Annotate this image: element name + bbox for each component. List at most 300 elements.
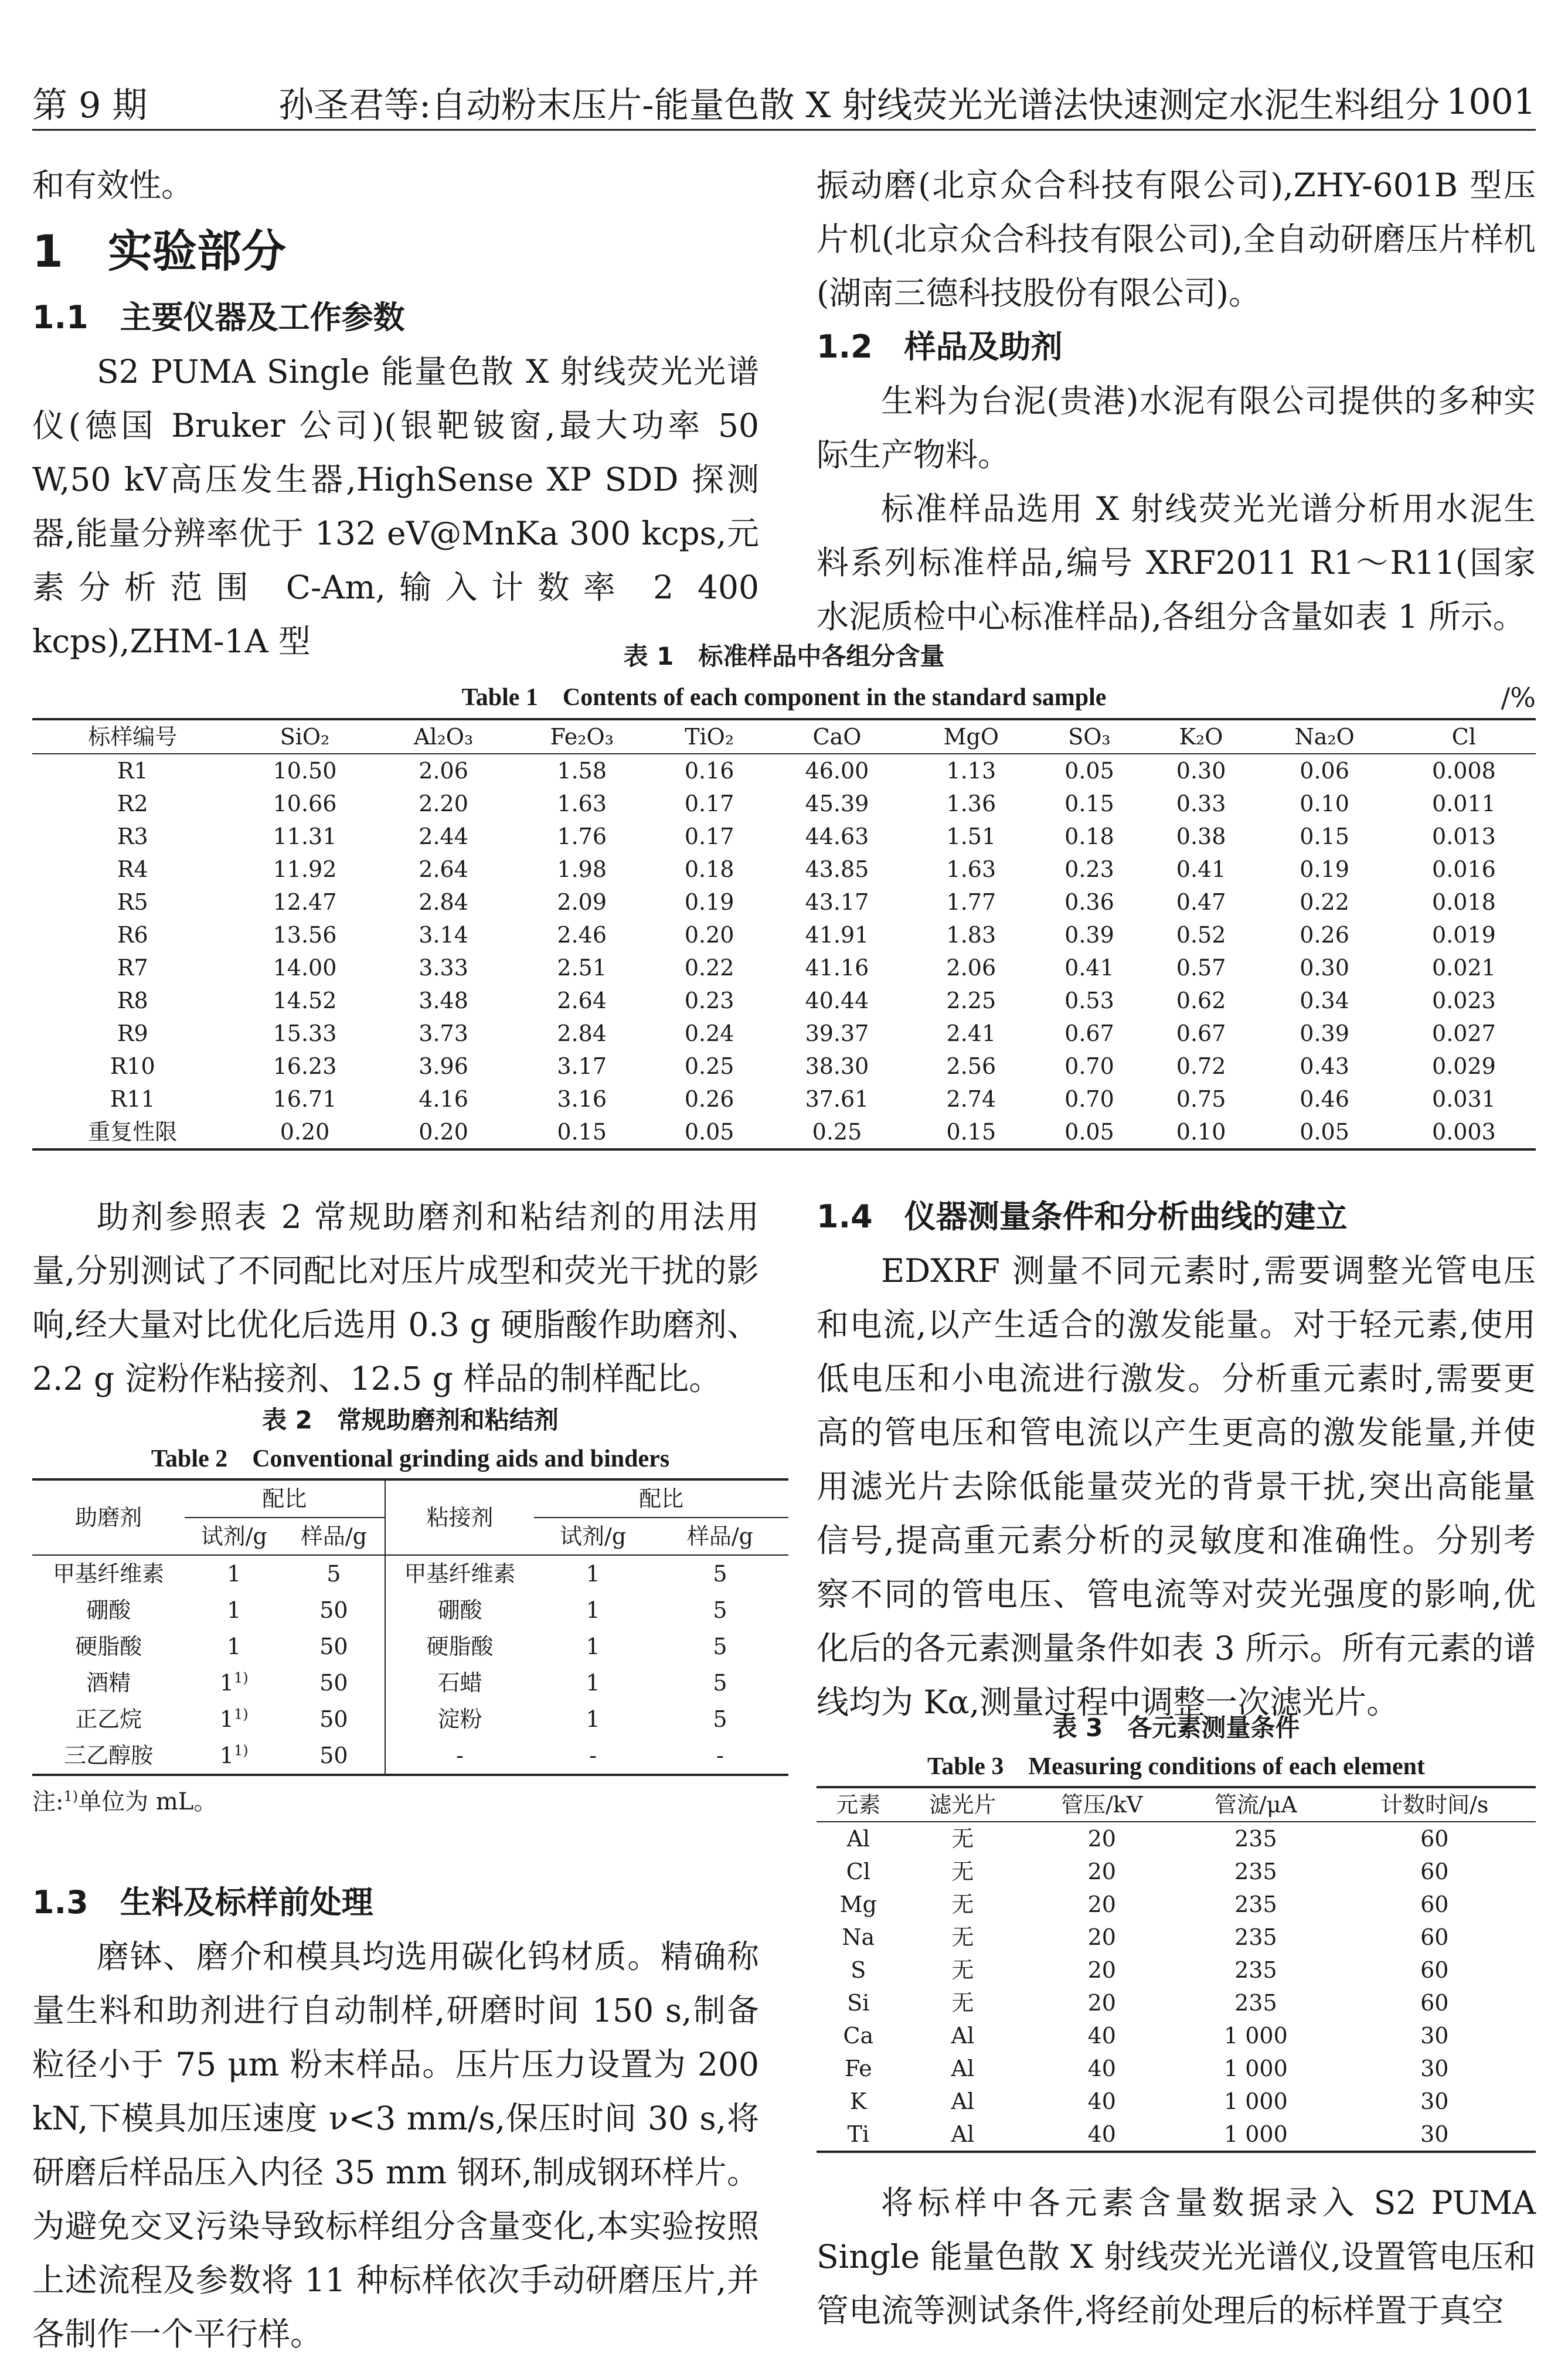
- issue-number: 第 9 期: [32, 85, 148, 126]
- table2-aid-name: 硼酸: [86, 1597, 131, 1623]
- table1-cell: 38.30: [805, 1053, 869, 1079]
- table1-cell: 0.30: [1300, 955, 1349, 981]
- table1-cell: 1.63: [946, 856, 996, 882]
- table3-cell: 无: [951, 1859, 974, 1884]
- table1-cell: 1.83: [946, 922, 996, 948]
- table1-cell: R3: [117, 824, 148, 849]
- table2-binder-sample: 5: [713, 1706, 727, 1732]
- table1-cell: 0.41: [1176, 856, 1226, 882]
- table1-cell: 0.57: [1176, 955, 1226, 981]
- table2-note-text: 单位为 mL。: [78, 1788, 217, 1815]
- table2-binder-reagent: 1: [586, 1706, 600, 1732]
- table2-aid-sample: 50: [283, 1665, 385, 1701]
- table1-cell: R8: [117, 988, 148, 1013]
- table2-caption-cn: 表 2 常规助磨剂和粘结剂: [262, 1406, 559, 1434]
- table1-cell: 14.52: [273, 988, 337, 1013]
- table1-cell: 2.44: [419, 824, 468, 849]
- table1-cell: 2.06: [946, 955, 996, 981]
- table1-cell: 1.77: [946, 889, 996, 915]
- table1-caption-en: Table 1 Contents of each component in the standard sample: [461, 684, 1107, 711]
- table2-aid-name: 正乙烷: [75, 1706, 142, 1732]
- table3-caption-en: Table 3 Measuring conditions of each element: [927, 1753, 1425, 1780]
- table2-aid-sample: 50: [283, 1628, 385, 1665]
- table-row: [32, 1083, 1536, 1115]
- table3-cell: 40: [1087, 2121, 1116, 2147]
- table3-cell: 40: [1087, 2056, 1116, 2081]
- table3-cell: 235: [1234, 1891, 1277, 1917]
- table1-cell: 0.029: [1432, 1053, 1496, 1079]
- intro-tail: 和有效性。: [32, 166, 194, 204]
- table1-cell: 0.19: [1300, 856, 1349, 882]
- table2-binder-reagent: 1: [586, 1634, 600, 1659]
- table1-cell: 2.64: [557, 988, 607, 1013]
- table1-cell: 0.20: [684, 922, 734, 948]
- table1-cell: 0.30: [1176, 758, 1226, 784]
- table1-cell: 0.70: [1064, 1053, 1114, 1079]
- table1-cell: R5: [117, 889, 148, 915]
- table1-cell: 重复性限: [88, 1119, 178, 1145]
- table1-unit: /%: [1501, 682, 1536, 713]
- table1-cell: 16.23: [273, 1053, 337, 1079]
- paragraph-conditions: EDXRF 测量不同元素时,需要调整光管电压和电流,以产生适合的激发能量。对于轻元素,使用低电压和小电流进行激发。分析重元素时,需要更高的管电压和管电流以产生更高的激发能量,并使用滤光片去除低能量荧光的背景干扰,突出高能量信号,提高重元素分析的灵敏度和准确性。分别考察不同的管电压、管电流等对荧光强度的影响,优化后的各元素测量条件如表 3 所示。所有元素的谱线均为 Kα,测量过程中调整一次滤光片。: [817, 1252, 1536, 1721]
- table2-aid-reagent-sup: 1): [233, 1669, 249, 1686]
- table1-cell: 2.84: [557, 1020, 607, 1046]
- table1-cell: 2.84: [419, 889, 468, 915]
- table1-cell: 12.47: [273, 889, 337, 915]
- table1-cell: R9: [117, 1020, 148, 1046]
- table-row: [32, 1050, 1536, 1083]
- table2-binder-sample: 5: [713, 1561, 727, 1587]
- table2-col-binder: 粘接剂: [385, 1479, 535, 1555]
- table2-binder-sample: -: [716, 1743, 724, 1768]
- table1-cell: 0.027: [1432, 1020, 1496, 1046]
- table-row: [32, 886, 1536, 918]
- table3-cell: Al: [951, 2023, 975, 2049]
- table3-cell: 30: [1420, 2088, 1449, 2114]
- table1-cell: 0.18: [1064, 824, 1114, 849]
- paragraph-calibration: 将标样中各元素含量数据录入 S2 PUMA Single 能量色散 X 射线荧光光谱仪,设置管电压和管电流等测试条件,将经前处理后的标样置于真空: [817, 2184, 1536, 2329]
- table1-cell: 0.33: [1176, 791, 1226, 817]
- table2-aid-name: 硬脂酸: [75, 1634, 142, 1659]
- table1-cell: 0.013: [1432, 824, 1496, 849]
- table2-aid-sample: 50: [283, 1592, 385, 1628]
- table-row: [817, 1954, 1536, 1986]
- table-row: [32, 1592, 788, 1628]
- table1-cell: 0.52: [1176, 922, 1226, 948]
- table3-cell: Ti: [847, 2121, 869, 2147]
- left-column-middle: [32, 1190, 759, 1406]
- running-header: [32, 82, 1536, 131]
- table1-header-cell: Cl: [1392, 719, 1536, 754]
- paragraph-aids: 助剂参照表 2 常规助磨剂和粘结剂的用法用量,分别测试了不同配比对压片成型和荧光干扰的影响,经大量对比优化后选用 0.3 g 硬脂酸作助磨剂、2.2 g 淀粉作粘接剂、12.5 g 样品的制样配比。: [32, 1198, 759, 1397]
- table1-cell: 0.38: [1176, 824, 1226, 849]
- table1-cell: 46.00: [805, 758, 869, 784]
- table3-cell: 无: [951, 1924, 974, 1950]
- table1-cell: 0.20: [280, 1119, 330, 1145]
- table2-binder-sample: 5: [713, 1634, 727, 1659]
- table1-cell: 0.26: [1300, 922, 1349, 948]
- table3-header-cell: 滤光片: [900, 1787, 1025, 1822]
- table1-cell: R6: [117, 922, 148, 948]
- table-row: [817, 1921, 1536, 1954]
- table1-cell: 0.15: [946, 1119, 996, 1145]
- table3-header-cell: 计数时间/s: [1333, 1787, 1536, 1822]
- table-row: [32, 820, 1536, 853]
- table-row: [817, 2019, 1536, 2052]
- table1-cell: 0.018: [1432, 889, 1496, 915]
- table3-cell: 20: [1087, 1990, 1116, 2016]
- table1-cell: 1.36: [946, 791, 996, 817]
- table1-header-cell: Fe₂O₃: [511, 719, 654, 754]
- table2-binder-name: -: [456, 1743, 464, 1768]
- table2-binder-sample: 5: [713, 1597, 727, 1623]
- page-number: 1001: [1446, 81, 1536, 123]
- table1-cell: 0.25: [812, 1119, 862, 1145]
- table2-aid-sample: 50: [283, 1737, 385, 1775]
- table2-aid-reagent: [185, 1701, 283, 1737]
- table-row: [32, 787, 1536, 820]
- subsection-heading-1-4: 1.4 仪器测量条件和分析曲线的建立: [817, 1198, 1348, 1235]
- paragraph-instruments-cont: 振动磨(北京众合科技有限公司),ZHY-601B 型压片机(北京众合科技有限公司),全自动研磨压片样机(湖南三德科技股份有限公司)。: [817, 166, 1536, 312]
- table1-cell: 0.67: [1064, 1020, 1114, 1046]
- table1-cell: 3.73: [419, 1020, 468, 1046]
- table1-header-cell: SiO₂: [233, 719, 376, 754]
- table3-header-cell: 管流/μA: [1178, 1787, 1333, 1822]
- table2-aid-name: 三乙醇胺: [64, 1743, 154, 1768]
- table3: [817, 1786, 1536, 2153]
- table-row: [32, 1737, 788, 1775]
- table1-cell: 2.46: [557, 922, 607, 948]
- table1-cell: 3.16: [557, 1086, 607, 1112]
- table2-aid-reagent-value: 1: [219, 1743, 234, 1768]
- table2-aid-reagent-sup: 1): [233, 1706, 249, 1723]
- table1-cell: 14.00: [273, 955, 337, 981]
- table3-cell: 235: [1234, 1957, 1277, 1983]
- table1-cell: 0.62: [1176, 988, 1226, 1013]
- table1-cell: 0.25: [684, 1053, 734, 1079]
- table1-header-cell: 标样编号: [32, 719, 233, 754]
- table3-cell: 20: [1087, 1826, 1116, 1852]
- table2-note-prefix: 注:: [32, 1788, 64, 1815]
- table3-cell: 60: [1420, 1891, 1449, 1917]
- table1-cell: 0.22: [684, 955, 734, 981]
- table2-aid-reagent-sup: 1): [233, 1742, 249, 1759]
- table3-cell: 60: [1420, 1826, 1449, 1852]
- table3-cell: Al: [951, 2088, 975, 2114]
- table3-cell: 60: [1420, 1957, 1449, 1983]
- table1-cell: 0.10: [1176, 1119, 1226, 1145]
- table1-cell: 16.71: [273, 1086, 337, 1112]
- table1-header-cell: TiO₂: [654, 719, 766, 754]
- table1-cell: 39.37: [805, 1020, 869, 1046]
- table2-aid-reagent-value: 1: [227, 1634, 242, 1659]
- table3-cell: K: [850, 2088, 867, 2114]
- table1-header-row: [32, 719, 1536, 754]
- right-column-bottom: [817, 2176, 1536, 2338]
- table1-cell: 2.64: [419, 856, 468, 882]
- table1-cell: 0.39: [1300, 1020, 1349, 1046]
- table2-caption-en: Table 2 Conventional grinding aids and binders: [151, 1445, 670, 1472]
- table1-cell: 0.019: [1432, 922, 1496, 948]
- table1-cell: 3.33: [419, 955, 468, 981]
- table-row: [32, 1665, 788, 1701]
- table-row: [32, 951, 1536, 984]
- table-row: [817, 1888, 1536, 1921]
- table3-cell: 1 000: [1223, 2023, 1288, 2049]
- table-row: [32, 1628, 788, 1665]
- table1-cell: 40.44: [805, 988, 869, 1013]
- table-row: [32, 918, 1536, 951]
- table1-cell: 0.20: [419, 1119, 468, 1145]
- table1-cell: 1.63: [557, 791, 607, 817]
- table2-binder-reagent: 1: [586, 1670, 600, 1696]
- paragraph-pretreatment: 磨钵、磨介和模具均选用碳化钨材质。精确称量生料和助剂进行自动制样,研磨时间 150 s,制备粒径小于 75 μm 粉末样品。压片压力设置为 200 kN,下模具加压速度 ν<3 mm/s,保压时间 30 s,将研磨后样品压入内径 35 mm 钢环,制成钢环样片。为避免交叉污染导致标样组分含量变化,本实验按照上述流程及参数将 11 种标样依次手动研磨压片,并各制作一个平行样。: [32, 1938, 759, 2353]
- table1-cell: 3.96: [419, 1053, 468, 1079]
- section-heading-1: 1 实验部分: [32, 225, 286, 277]
- paragraph-samples-a: 生料为台泥(贵港)水泥有限公司提供的多种实际生产物料。: [817, 382, 1536, 474]
- table1-cell: 0.26: [684, 1086, 734, 1112]
- table2-col-binder-reagent: 试剂/g: [534, 1518, 652, 1555]
- table2-binder-sample: 5: [713, 1670, 727, 1696]
- table3-cell: 20: [1087, 1891, 1116, 1917]
- table1-cell: 0.008: [1432, 758, 1496, 784]
- table1-cell: 0.24: [684, 1020, 734, 1046]
- table1-cell: R1: [117, 758, 148, 784]
- table1-block: [32, 636, 1536, 1151]
- table1-header-cell: CaO: [765, 719, 909, 754]
- table1-cell: 37.61: [805, 1086, 869, 1112]
- table2-aid-reagent: [185, 1737, 283, 1775]
- subsection-heading-1-2: 1.2 样品及助剂: [817, 328, 1063, 365]
- table1-cell: R7: [117, 955, 148, 981]
- table1-cell: 0.18: [684, 856, 734, 882]
- table1-cell: 0.17: [684, 791, 734, 817]
- table3-cell: 30: [1420, 2056, 1449, 2081]
- table1-cell: 0.05: [684, 1119, 734, 1145]
- table-row: [32, 984, 1536, 1017]
- paragraph-samples-b: 标准样品选用 X 射线荧光光谱分析用水泥生料系列标准样品,编号 XRF2011 R1～R11(国家水泥质检中心标准样品),各组分含量如表 1 所示。: [817, 490, 1536, 635]
- table1-header-cell: SO₃: [1033, 719, 1145, 754]
- table3-cell: Al: [951, 2121, 975, 2147]
- table1-cell: 15.33: [273, 1020, 337, 1046]
- table1-cell: 0.05: [1300, 1119, 1349, 1145]
- table3-cell: 20: [1087, 1859, 1116, 1884]
- table1-cell: 0.031: [1432, 1086, 1496, 1112]
- table1-cell: 3.48: [419, 988, 468, 1013]
- table1-cell: 10.66: [273, 791, 337, 817]
- table2-binder-name: 甲基纤维素: [404, 1561, 516, 1587]
- table3-cell: 无: [951, 1891, 974, 1917]
- table1-cell: R4: [117, 856, 148, 882]
- table1-cell: 0.34: [1300, 988, 1349, 1013]
- table1-cell: 0.016: [1432, 856, 1496, 882]
- table1-cell: 0.70: [1064, 1086, 1114, 1112]
- table3-cell: Fe: [844, 2056, 872, 2081]
- table2-col-binder-sample: 样品/g: [652, 1518, 788, 1555]
- right-column-middle: [817, 1190, 1536, 1729]
- table1-cell: 3.14: [419, 922, 468, 948]
- table-row: [32, 1017, 1536, 1050]
- table2-aid-reagent: [185, 1592, 283, 1628]
- table1-cell: 0.23: [684, 988, 734, 1013]
- table3-block: [817, 1709, 1536, 2153]
- table1-cell: 0.05: [1064, 1119, 1114, 1145]
- table3-cell: 无: [951, 1957, 974, 1983]
- table3-cell: 235: [1234, 1859, 1277, 1884]
- table1-cell: 0.17: [684, 824, 734, 849]
- table1: [32, 718, 1536, 1151]
- table1-cell: 45.39: [805, 791, 869, 817]
- table1-cell: R11: [110, 1086, 155, 1112]
- table2-binder-name: 硼酸: [437, 1597, 482, 1623]
- table1-cell: 0.05: [1064, 758, 1114, 784]
- table-row: [817, 1822, 1536, 1855]
- table3-cell: S: [851, 1957, 866, 1983]
- table1-cell: 0.41: [1064, 955, 1114, 981]
- table3-caption-cn: 表 3 各元素测量条件: [1052, 1713, 1300, 1742]
- table2-aid-name: 甲基纤维素: [53, 1561, 165, 1587]
- table1-header-cell: MgO: [909, 719, 1034, 754]
- table3-cell: 235: [1234, 1990, 1277, 2016]
- table-row: [817, 2052, 1536, 2085]
- table1-cell: 0.15: [1064, 791, 1114, 817]
- table1-cell: 2.25: [946, 988, 996, 1013]
- table1-cell: 0.22: [1300, 889, 1349, 915]
- table1-cell: 43.17: [805, 889, 869, 915]
- subsection-heading-1-1: 1.1 主要仪器及工作参数: [32, 299, 405, 336]
- table3-cell: 235: [1234, 1826, 1277, 1852]
- table1-cell: R10: [110, 1053, 155, 1079]
- table1-cell: 2.51: [557, 955, 607, 981]
- table3-cell: 60: [1420, 1990, 1449, 2016]
- table1-cell: 3.17: [557, 1053, 607, 1079]
- table2-binder-name: 硬脂酸: [426, 1634, 494, 1659]
- subsection-heading-1-3: 1.3 生料及标样前处理: [32, 1884, 373, 1921]
- table1-cell: 13.56: [273, 922, 337, 948]
- table3-header-cell: 元素: [817, 1787, 900, 1822]
- table1-cell: 1.51: [946, 824, 996, 849]
- table-row: [32, 853, 1536, 886]
- table1-cell: 0.72: [1176, 1053, 1226, 1079]
- table1-cell: 2.74: [946, 1086, 996, 1112]
- running-title: 孙圣君等:自动粉末压片-能量色散 X 射线荧光光谱法快速测定水泥生料组分: [278, 85, 1440, 126]
- table2-col-binder-ratio: 配比: [534, 1479, 788, 1518]
- table-row: [32, 1555, 788, 1592]
- table1-cell: 0.36: [1064, 889, 1114, 915]
- table2-col-aid-sample: 样品/g: [283, 1518, 385, 1555]
- table1-cell: 4.16: [419, 1086, 468, 1112]
- table1-cell: 0.15: [557, 1119, 607, 1145]
- paragraph-instruments: S2 PUMA Single 能量色散 X 射线荧光光谱仪(德国 Bruker 公司)(银靶铍窗,最大功率 50 W,50 kV高压发生器,HighSense XP SDD 探测器,能量分辨率优于 132 eV@MnKa 300 kcps,元素分析范围 C-Am,输入计数率 2 400 kcps),ZHM-1A 型: [32, 353, 759, 660]
- table1-cell: 0.19: [684, 889, 734, 915]
- table2-col-aid-ratio: 配比: [185, 1479, 385, 1518]
- table-row: [817, 2085, 1536, 2118]
- table1-cell: 0.23: [1064, 856, 1114, 882]
- table3-cell: 无: [951, 1826, 974, 1852]
- table3-cell: 40: [1087, 2088, 1116, 2114]
- table3-cell: 1 000: [1223, 2088, 1288, 2114]
- table3-cell: Mg: [839, 1891, 877, 1917]
- table3-header-cell: 管压/kV: [1025, 1787, 1178, 1822]
- table-row: [32, 1115, 1536, 1149]
- table1-cell: 0.06: [1300, 758, 1349, 784]
- table1-cell: 41.16: [805, 955, 869, 981]
- table3-cell: 60: [1420, 1924, 1449, 1950]
- table-row: [817, 2118, 1536, 2152]
- table-row: [817, 1986, 1536, 2019]
- table2-aid-reagent: [185, 1665, 283, 1701]
- table3-cell: 无: [951, 1990, 974, 2016]
- table1-cell: 0.011: [1432, 791, 1496, 817]
- table3-cell: Cl: [846, 1859, 870, 1884]
- table1-header-cell: K₂O: [1145, 719, 1257, 754]
- table1-cell: 2.56: [946, 1053, 996, 1079]
- table1-cell: 0.39: [1064, 922, 1114, 948]
- table1-cell: 0.53: [1064, 988, 1114, 1013]
- table1-cell: 2.06: [419, 758, 468, 784]
- table1-cell: 0.003: [1432, 1119, 1496, 1145]
- table1-cell: 2.20: [419, 791, 468, 817]
- left-column-bottom: [32, 1876, 759, 2361]
- table1-cell: 41.91: [805, 922, 869, 948]
- table3-header-row: [817, 1787, 1536, 1822]
- table2-aid-reagent: [185, 1555, 283, 1592]
- table3-cell: 20: [1087, 1957, 1116, 1983]
- table1-cell: 1.76: [557, 824, 607, 849]
- table2-aid-reagent-value: 1: [227, 1561, 242, 1587]
- table2-aid-name: 酒精: [86, 1670, 131, 1696]
- table1-cell: 0.67: [1176, 1020, 1226, 1046]
- table1-cell: 44.63: [805, 824, 869, 849]
- right-column-top: [817, 158, 1536, 644]
- table2-binder-reagent: 1: [586, 1561, 600, 1587]
- table-row: [32, 1701, 788, 1737]
- table2-note: [32, 1783, 788, 1816]
- table1-cell: 0.15: [1300, 824, 1349, 849]
- left-column-top: [32, 158, 759, 668]
- table2-aid-sample: 5: [283, 1555, 385, 1592]
- table1-cell: 10.50: [273, 758, 337, 784]
- table2-binder-name: 淀粉: [437, 1706, 482, 1732]
- table3-cell: 60: [1420, 1859, 1449, 1884]
- table3-cell: 30: [1420, 2121, 1449, 2147]
- table1-cell: 0.47: [1176, 889, 1226, 915]
- table1-cell: 0.10: [1300, 791, 1349, 817]
- table1-cell: 1.13: [946, 758, 996, 784]
- table2: [32, 1478, 788, 1776]
- table1-cell: 1.98: [557, 856, 607, 882]
- table3-cell: Na: [842, 1924, 875, 1950]
- table1-cell: 0.16: [684, 758, 734, 784]
- table3-cell: 235: [1234, 1924, 1277, 1950]
- table-row: [32, 754, 1536, 787]
- table1-cell: 0.023: [1432, 988, 1496, 1013]
- table2-aid-reagent-value: 1: [227, 1597, 242, 1623]
- table3-cell: 1 000: [1223, 2121, 1288, 2147]
- table1-cell: 43.85: [805, 856, 869, 882]
- table2-aid-reagent-value: 1: [219, 1706, 234, 1732]
- table3-cell: 1 000: [1223, 2056, 1288, 2081]
- table3-cell: Ca: [843, 2023, 874, 2049]
- table2-col-aid-reagent: 试剂/g: [185, 1518, 283, 1555]
- table2-col-aid: 助磨剂: [32, 1479, 185, 1555]
- table3-cell: 20: [1087, 1924, 1116, 1950]
- table1-caption-cn: 表 1 标准样品中各组分含量: [623, 642, 945, 671]
- table3-cell: Al: [951, 2056, 975, 2081]
- table2-aid-sample: 50: [283, 1701, 385, 1737]
- table2-note-sup: 1): [63, 1788, 79, 1805]
- table1-cell: 0.021: [1432, 955, 1496, 981]
